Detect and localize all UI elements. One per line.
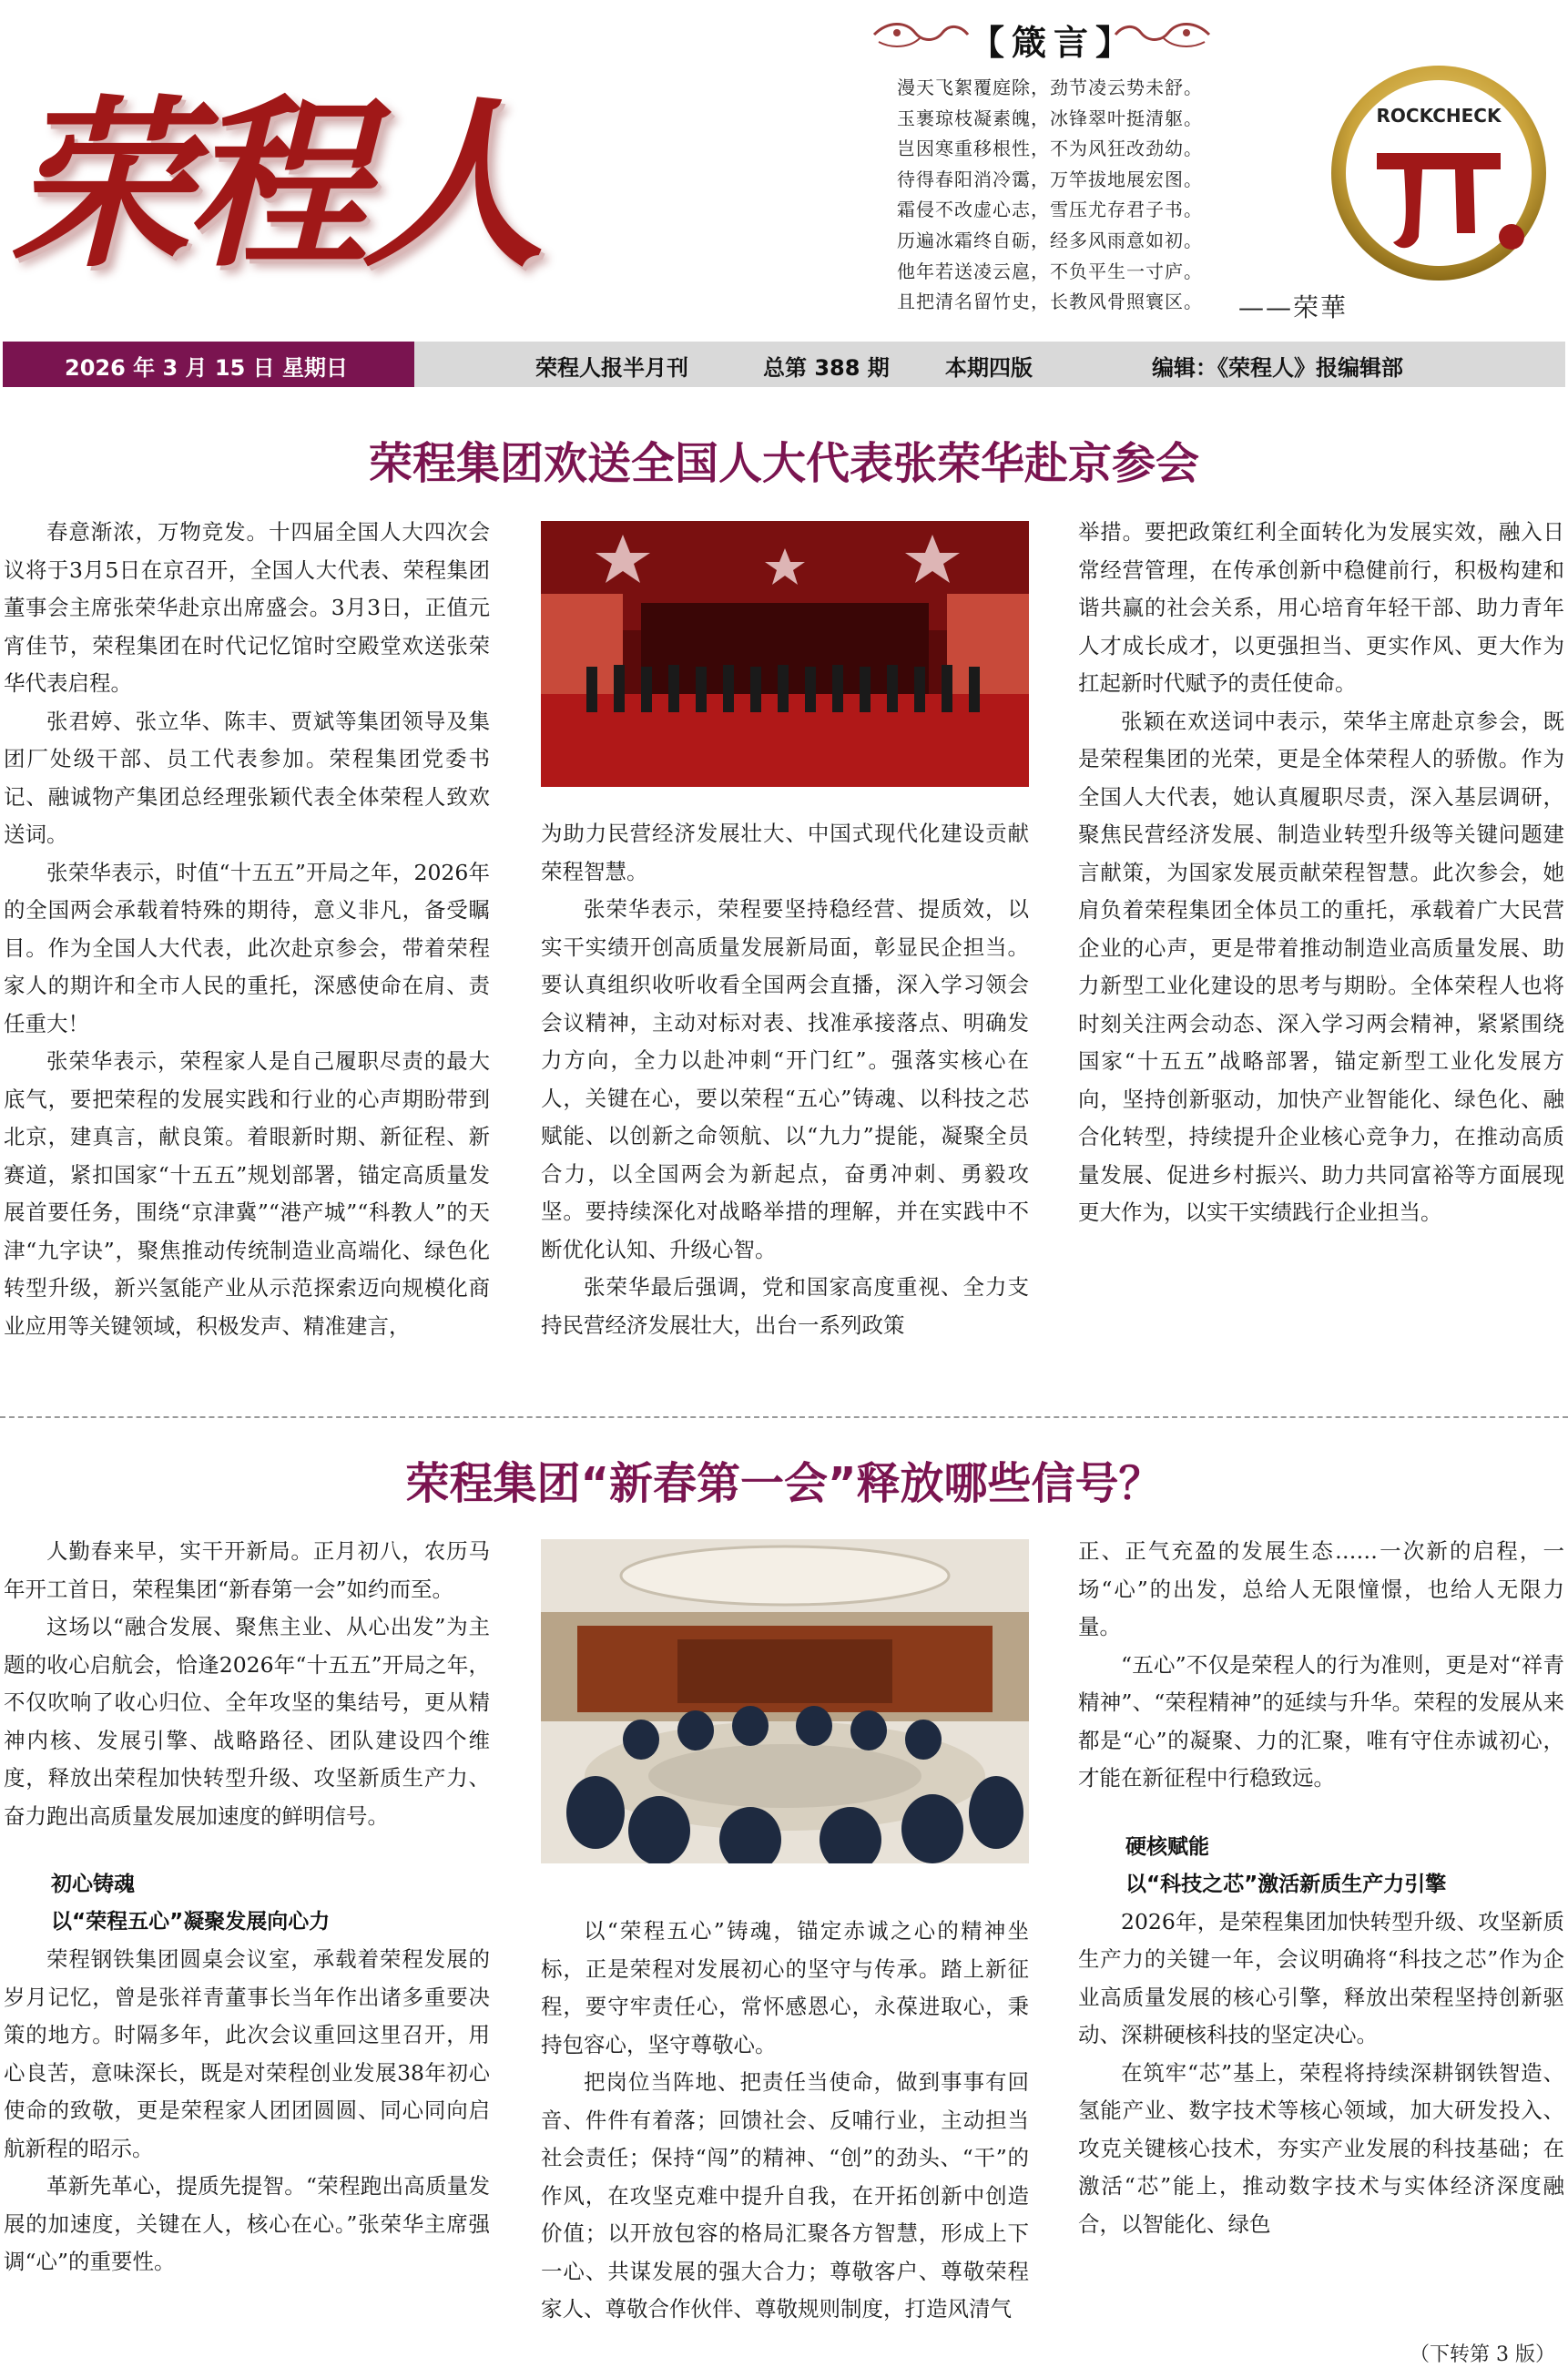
ornament-right-icon	[1114, 16, 1214, 53]
paragraph: 在筑牢“芯”基上，荣程将持续深耕钢铁智造、氢能产业、数字技术等核心领域，加大研发投入、攻克关键核心技术，夯实产业发展的科技基础；在激活“芯”能上，推动数字技术与实体经济深度融合，以智能化、绿色	[1078, 2059, 1564, 2237]
subheading-line-1: 硬核赋能	[1125, 1834, 1209, 1859]
paragraph: 以“荣程五心”铸魂，锚定赤诚之心的精神坐标，正是荣程对发展初心的坚守与传承。踏上新征程，要守牢责任心，常怀感恩心，永葆进取心，秉持包容心，坚守尊敬心。	[541, 1918, 1029, 2057]
page-count: 本期四版	[945, 355, 1033, 381]
paragraph: 春意渐浓，万物竞发。十四届全国人大四次会议将于3月5日在京召开，全国人大代表、荣程集团董事会主席张荣华赴京出席盛会。3月3日，正值元宵佳节，荣程集团在时代记忆馆时空殿堂欢送张荣华代表启程。	[4, 519, 490, 696]
paragraph: 革新先革心，提质先提智。“荣程跑出高质量发展的加速度，关键在人，核心在心。”张荣华主席强调“心”的重要性。	[4, 2173, 490, 2274]
issue-date: 2026 年 3 月 15 日 星期日	[65, 355, 349, 381]
meeting-room-photo-icon	[541, 1539, 1029, 1863]
paragraph: 举措。要把政策红利全面转化为发展实效，融入日常经营管理，在传承创新中稳健前行，积极构建和谐共赢的社会关系，用心培育年轻干部、助力青年人才成长成才，以更强担当、更实作风、更大作为扛起新时代赋予的责任使命。	[1078, 519, 1564, 696]
paragraph: 为助力民营经济发展壮大、中国式现代化建设贡献荣程智慧。	[541, 821, 1029, 884]
masthead-title: 荣程人	[9, 80, 540, 292]
editor-credit: 编辑：《荣程人》报编辑部	[1152, 355, 1403, 381]
motto-line: 漫天飞絮覆庭除，劲节凌云势未舒。	[897, 77, 1203, 98]
motto-line: 岂因寒重移根性，不为风狂改劲幼。	[897, 138, 1203, 160]
section-divider	[0, 1416, 1568, 1418]
article2-column-1	[4, 1533, 490, 2281]
motto-line: 霜侵不改虚心志，雪压尤存君子书。	[897, 199, 1203, 221]
paragraph: 张荣华表示，荣程家人是自己履职尽责的最大底气，要把荣程的发展实践和行业的心声期盼带到北京，建真言，献良策。着眼新时期、新征程、新赛道，紧扣国家“十五五”规划部署，锚定高质量发展首要任务，围绕“京津冀”“港产城”“科教人”的天津“九字诀”，聚焦推动传统制造业高端化、绿色化转型升级，新兴氢能产业从示范探索迈向规模化商业应用等关键领域，积极发声、精准建言，	[4, 1048, 490, 1339]
article1-column-3	[1078, 514, 1564, 1232]
motto-line: 待得春阳消冷霭，万竿拔地展宏图。	[897, 168, 1203, 190]
article2-photo	[541, 1539, 1029, 1863]
logo-text: ROCKCHECK	[1376, 105, 1502, 127]
paragraph: 荣程钢铁集团圆桌会议室，承载着荣程发展的岁月记忆，曾是张祥青董事长当年作出诸多重要决策的地方。时隔多年，此次会议重回这里召开，用心良苦，意味深长，既是对荣程创业发展38年初心使命的致敬，更是荣程家人团团圆圆、同心同向启航新程的昭示。	[4, 1946, 490, 2161]
paragraph: 张颖在欢送词中表示，荣华主席赴京参会，既是荣程集团的光荣，更是全体荣程人的骄傲。作为全国人大代表，她认真履职尽责，深入基层调研，聚焦民营经济发展、制造业转型升级等关键问题建言献策，为国家发展贡献荣程智慧。此次参会，她肩负着荣程集团全体员工的重托，承载着广大民营企业的心声，更是带着推动制造业高质量发展、助力新型工业化建设的思考与期盼。全体荣程人也将时刻关注两会动态、深入学习两会精神，紧紧围绕国家“十五五”战略部署，锚定新型工业化发展方向，坚持创新驱动，加快产业智能化、绿色化、融合化转型，持续提升企业核心竞争力，在推动高质量发展、促进乡村振兴、助力共同富裕等方面展现更大作为，以实干实绩践行企业担当。	[1078, 708, 1564, 1225]
paragraph: 这场以“融合发展、聚焦主业、从心出发”为主题的收心启航会，恰逢2026年“十五五”开局之年，不仅吹响了收心归位、全年攻坚的集结号，更从精神内核、发展引擎、战略路径、团队建设四个维度，释放出荣程加快转型升级、攻坚新质生产力、奋力跑出高质量发展加速度的鲜明信号。	[4, 1614, 490, 1829]
article1-photo	[541, 521, 1029, 787]
motto-signature: ——荣華	[1238, 292, 1349, 322]
article1-headline: 荣程集团欢送全国人大代表张荣华赴京参会	[368, 438, 1199, 489]
company-logo	[1320, 55, 1557, 291]
ornament-left-icon	[870, 16, 970, 53]
paragraph: “五心”不仅是荣程人的行为准则，更是对“祥青精神”、“荣程精神”的延续与升华。荣程的发展从来都是“心”的凝聚、力的汇聚，唯有守住赤诚初心，才能在新征程中行稳致远。	[1078, 1651, 1564, 1791]
motto-line: 玉裹琼枝凝素魄，冰锋翠叶挺清躯。	[897, 107, 1203, 129]
motto-header: 【箴言】	[870, 9, 1216, 56]
paragraph: 正、正气充盈的发展生态……一次新的启程，一场“心”的出发，总给人无限憧憬，也给人无限力量。	[1078, 1538, 1564, 1639]
masthead	[9, 80, 865, 323]
rockcheck-logo-icon	[1320, 55, 1557, 291]
article1-column-2	[541, 815, 1029, 1344]
issue-number: 总第 388 期	[763, 355, 890, 381]
paragraph: 把岗位当阵地、把责任当使命，做到事事有回音、件件有着落；回馈社会、反哺行业，主动担当社会责任；保持“闯”的精神、“创”的劲头、“干”的作风，在攻坚克难中提升自我，在开拓创新中创造价值；以开放包容的格局汇聚各方智慧，形成上下一心、共谋发展的强大合力；尊敬客户、尊敬荣程家人、尊敬合作伙伴、尊敬规则制度，打造风清气	[541, 2069, 1029, 2322]
subheading-line-2: 以“科技之芯”激活新质生产力引擎	[1125, 1872, 1447, 1896]
article2-headline: 荣程集团“新春第一会”释放哪些信号？	[405, 1458, 1163, 1509]
ceremony-hall-photo-icon	[541, 521, 1029, 787]
paragraph: 人勤春来早，实干开新局。正月初八，农历马年开工首日，荣程集团“新春第一会”如约而至。	[4, 1538, 490, 1602]
paragraph: 2026年，是荣程集团加快转型升级、攻坚新质生产力的关键一年，会议明确将“科技之芯”作为企业高质量发展的核心引擎，释放出荣程坚持创新驱动、深耕硬核科技的坚定决心。	[1078, 1908, 1564, 2047]
motto-title: 箴言	[1012, 23, 1096, 63]
motto-line: 他年若送凌云扈，不负平生一寸庐。	[897, 260, 1203, 282]
motto-poem	[897, 73, 1370, 318]
issue-info-bar	[3, 342, 1565, 387]
article2-column-2	[541, 1913, 1029, 2329]
subheading-line-1: 初心铸魂	[51, 1873, 135, 1896]
motto-line: 历遍冰霜终自砺，经多风雨意如初。	[897, 229, 1203, 251]
subheading-line-2: 以“荣程五心”凝聚发展向心力	[51, 1910, 331, 1934]
motto-line: 且把清名留竹史，长教风骨照寰区。	[897, 291, 1203, 313]
article2-column-3	[1078, 1533, 1564, 2243]
paragraph: 张荣华表示，时值“十五五”开局之年，2026年的全国两会承载着特殊的期待，意义非凡，备受瞩目。作为全国人大代表，此次赴京参会，带着荣程家人的期许和全市人民的重托，深感使命在肩、责任重大！	[4, 859, 490, 1036]
article1-column-1	[4, 514, 490, 1345]
paragraph: 张荣华最后强调，党和国家高度重视、全力支持民营经济发展壮大，出台一系列政策	[541, 1274, 1029, 1338]
paper-frequency: 荣程人报半月刊	[535, 355, 688, 381]
continue-note: （下转第 3 版）	[1410, 2343, 1555, 2366]
paragraph: 张君婷、张立华、陈丰、贾斌等集团领导及集团厂处级干部、员工代表参加。荣程集团党委书记、融诚物产集团总经理张颖代表全体荣程人致欢送词。	[4, 708, 490, 847]
paragraph: 张荣华表示，荣程要坚持稳经营、提质效，以实干实绩开创高质量发展新局面，彰显民企担当。要认真组织收听收看全国两会直播，深入学习领会会议精神，主动对标对表、找准承接落点、明确发力方向，全力以赴冲刺“开门红”。强落实核心在人，关键在心，要以荣程“五心”铸魂、以科技之芯赋能、以创新之命领航、以“九力”提能，凝聚全员合力，以全国两会为新起点，奋勇冲刺、勇毅攻坚。要持续深化对战略举措的理解，并在实践中不断优化认知、升级心智。	[541, 896, 1029, 1262]
